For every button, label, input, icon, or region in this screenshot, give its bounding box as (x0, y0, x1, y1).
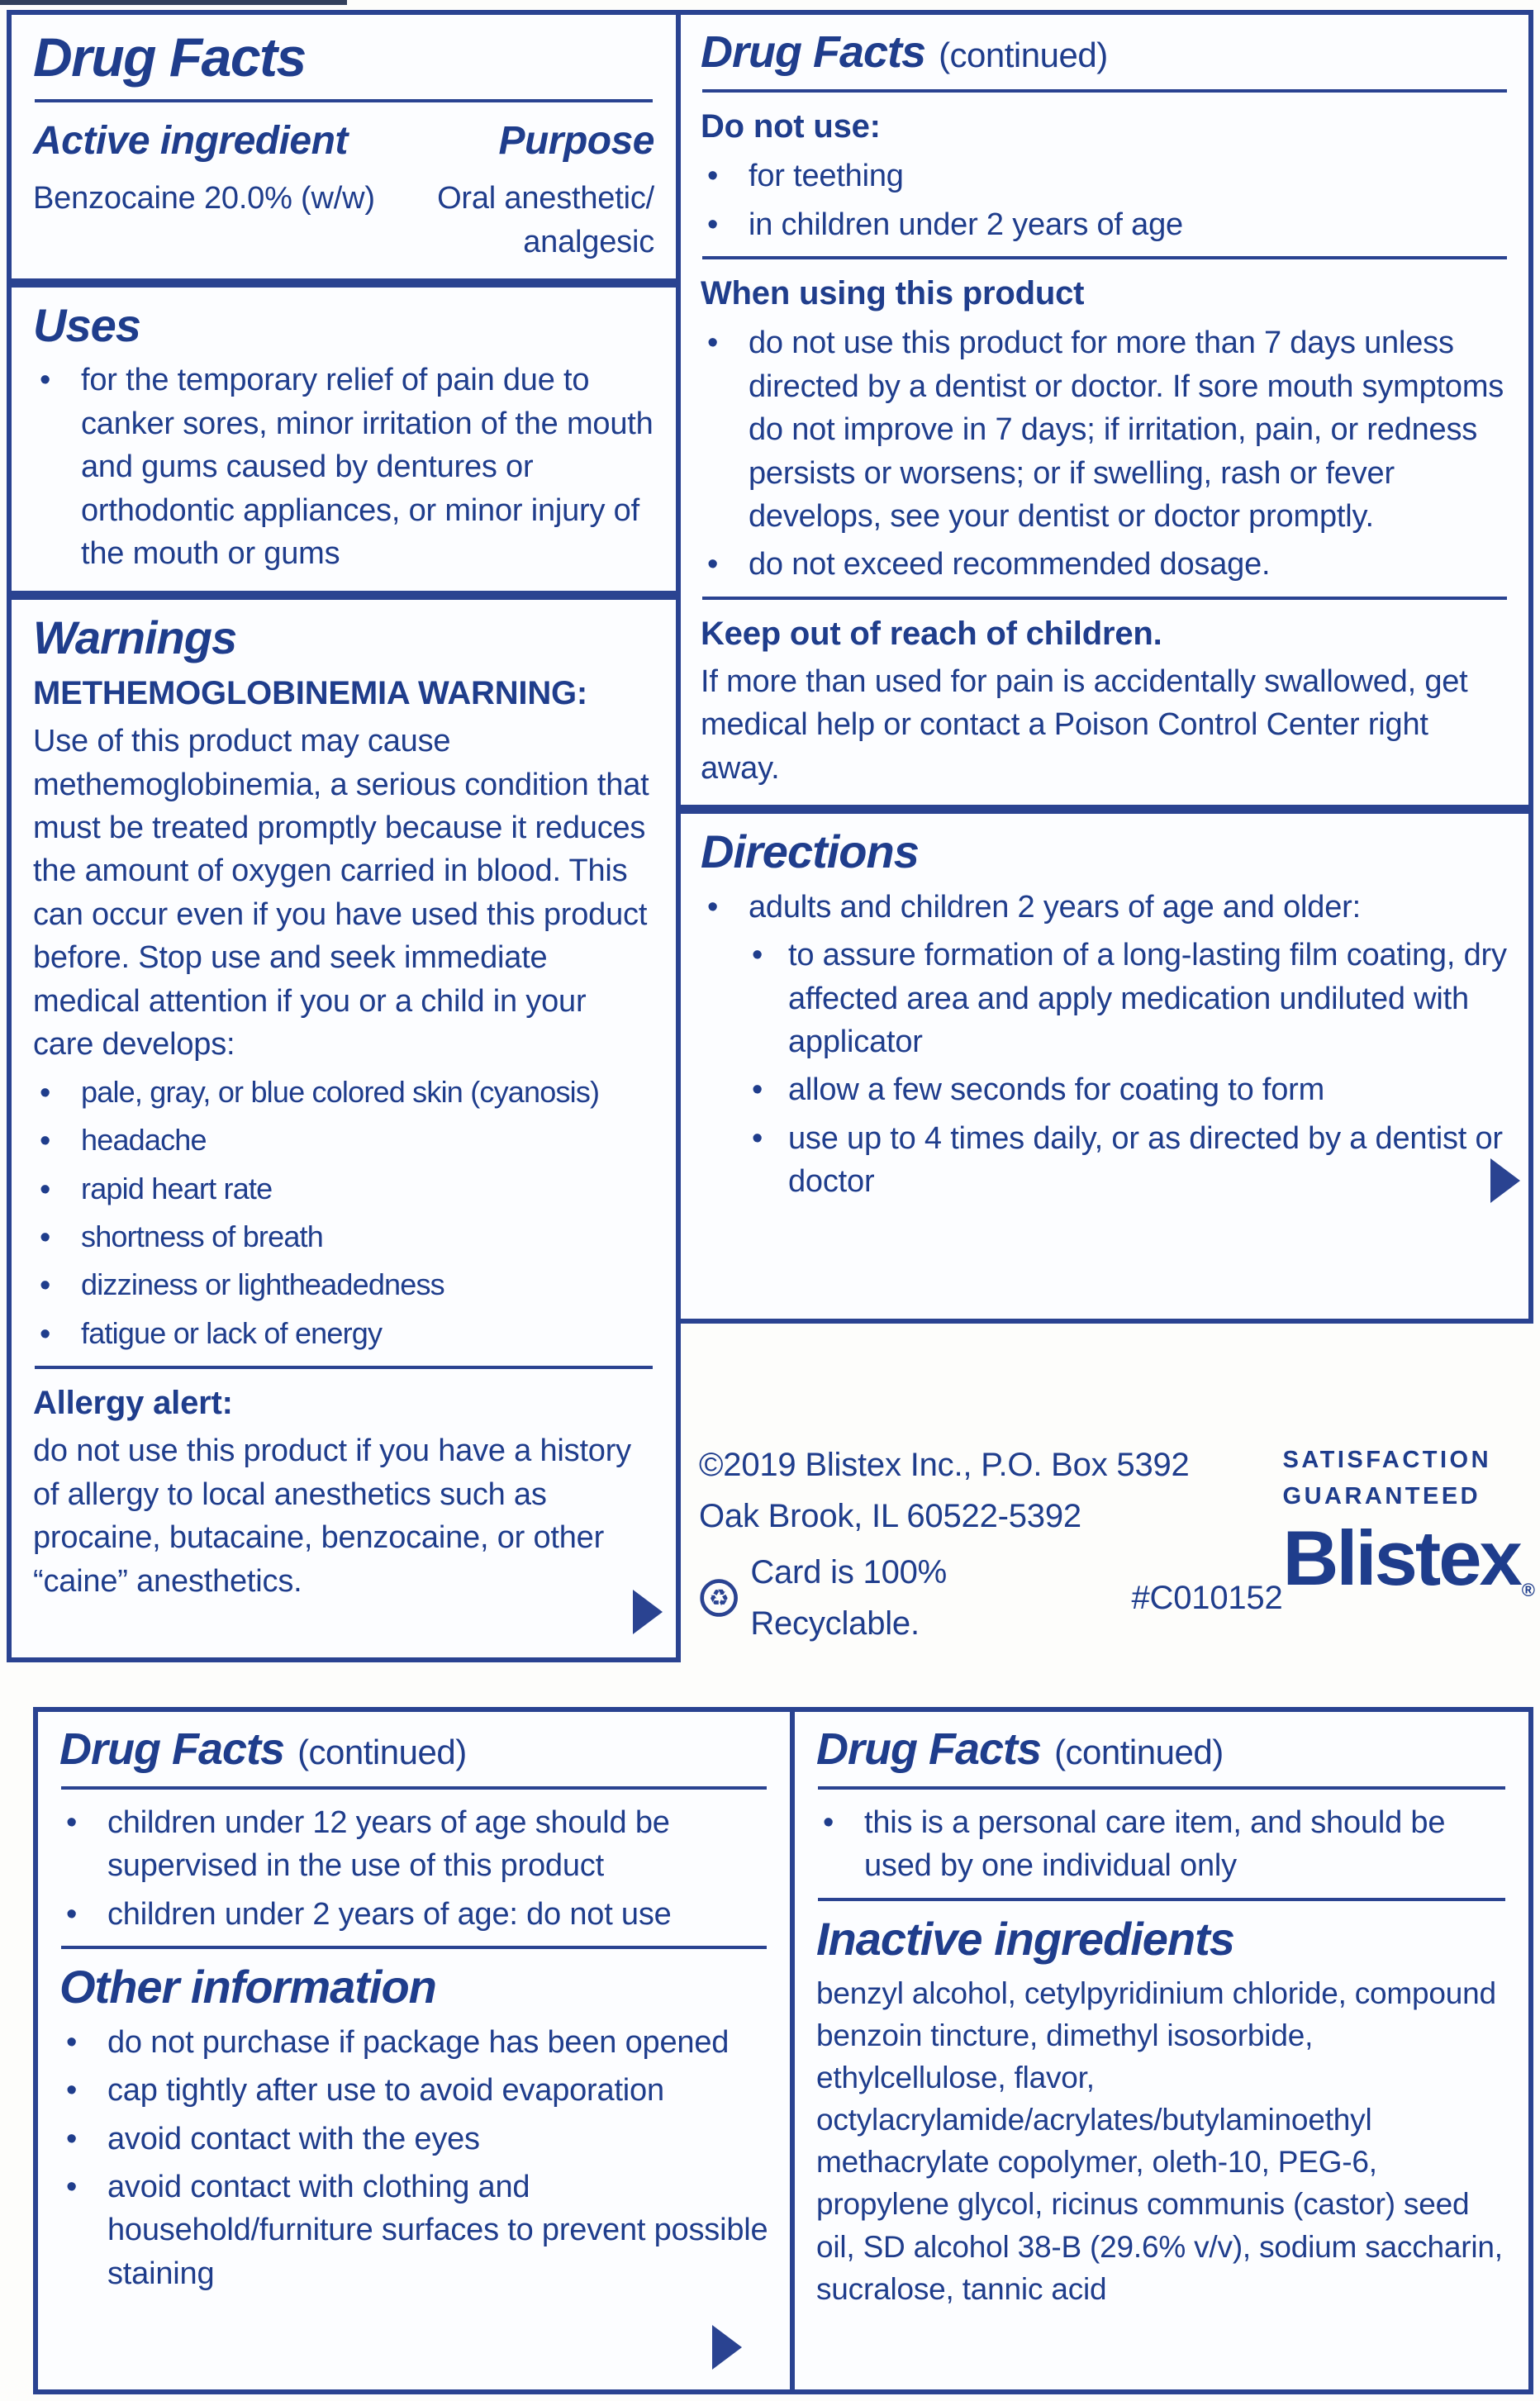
list-item: • avoid contact with the eyes (59, 2118, 768, 2161)
section-divider (61, 1946, 767, 1949)
bullet-icon: • (752, 1120, 763, 1156)
title-divider (61, 1786, 767, 1790)
copyright-line1: ©2019 Blistex Inc., P.O. Box 5392 (699, 1447, 1190, 1483)
drug-facts-title: Drug Facts (816, 1724, 1042, 1774)
list-item: • this is a personal care item, and should be used by one individual only (816, 1801, 1507, 1888)
bullet-icon: • (707, 889, 719, 925)
section-divider-bar (12, 591, 676, 600)
bullet-icon: • (66, 1896, 78, 1932)
list-item: • avoid contact with clothing and household/furniture surfaces to prevent possible staining (59, 2166, 768, 2295)
warnings-title: Warnings (33, 611, 237, 663)
active-ingredient-value: Benzocaine 20.0% (w/w) (33, 181, 375, 216)
bullet-icon: • (66, 2169, 78, 2204)
inactive-ingredients-text: benzyl alcohol, cetylpyridinium chloride, compound benzoin tincture, dimethyl isosorbide, ethylcellulose, flavor, octylacrylamide/acrylates/butylaminoethyl methacrylate copolymer, oleth-10, PEG-6, propylene glycol, ricinus communis (castor) seed oil, SD alcohol 38-B (29.6% v/v), sodium saccharin, sucralose, tannic acid (816, 1976, 1503, 2306)
brand-block (1283, 1439, 1533, 1649)
list-item: • pale, gray, or blue colored skin (cyanosis) (33, 1072, 654, 1115)
purpose-value-line1: Oral anesthetic/ (437, 181, 654, 216)
drug-facts-panel-continued-2 (33, 1707, 795, 2394)
bullet-icon: • (40, 1172, 51, 1207)
title-divider (702, 89, 1507, 93)
section-divider (818, 1898, 1505, 1901)
list-item: • rapid heart rate (33, 1168, 654, 1211)
list-item: • do not purchase if package has been opened (59, 2021, 768, 2064)
list-item: • do not exceed recommended dosage. (701, 543, 1509, 586)
directions-sub-item: • use up to 4 times daily, or as directed by a dentist or doctor (745, 1117, 1509, 1204)
drug-facts-panel-main (7, 10, 681, 1662)
when-using-heading: When using this product (701, 275, 1085, 312)
list-item: • children under 12 years of age should be supervised in the use of this product (59, 1801, 768, 1888)
satisfaction-line2: GUARANTEED (1282, 1482, 1481, 1510)
list-item: • headache (33, 1120, 654, 1162)
manufacturer-info (699, 1439, 1283, 1649)
bullet-icon: • (66, 2121, 78, 2156)
title-divider (818, 1786, 1505, 1790)
title-divider (35, 99, 653, 102)
do-not-use-heading: Do not use: (701, 107, 881, 145)
allergy-alert-heading: Allergy alert: (33, 1385, 233, 1422)
list-item: • children under 2 years of age: do not use (59, 1893, 768, 1936)
drug-facts-panel-continued-1 (676, 10, 1533, 1324)
continued-label: (continued) (297, 1733, 467, 1771)
item-code: #C010152 (1131, 1580, 1283, 1616)
recycle-icon (699, 1576, 739, 1619)
bullet-icon: • (66, 2024, 78, 2060)
inactive-ingredients-title: Inactive ingredients (816, 1912, 1234, 1965)
keep-out-of-reach-heading: Keep out of reach of children. (701, 615, 1162, 652)
section-divider (702, 256, 1507, 259)
purpose-header: Purpose (498, 118, 654, 163)
bullet-icon: • (752, 1072, 763, 1108)
svg-text:♻: ♻ (708, 1585, 730, 1611)
bullet-icon: • (40, 1124, 51, 1159)
bullet-icon: • (707, 207, 719, 242)
keep-out-of-reach-text: If more than used for pain is accidentally swallowed, get medical help or contact a Poison Control Center right away. (701, 664, 1468, 786)
drug-facts-title: Drug Facts (33, 26, 306, 88)
methemoglobinemia-text: Use of this product may cause methemoglobinemia, a serious condition that must be treated promptly because it reduces the amount of oxygen carried in blood. This can occur even if you have used this product before. Stop use and seek immediate medical attention if you or a child in your care develops: (33, 724, 649, 1063)
list-item: • in children under 2 years of age (701, 203, 1509, 246)
bullet-icon: • (66, 1804, 78, 1840)
drug-facts-title: Drug Facts (701, 27, 926, 77)
panel-title-row (33, 26, 654, 89)
card-edge-artifact (0, 0, 347, 5)
panel-title-row (816, 1723, 1507, 1776)
other-information-title: Other information (59, 1961, 436, 2014)
directions-bullet: • adults and children 2 years of age and older: (701, 886, 1509, 929)
bullet-icon: • (40, 1220, 51, 1255)
blistex-logo-text: Blistex (1282, 1514, 1520, 1601)
bullet-icon: • (40, 1316, 51, 1352)
bullet-icon: • (40, 1268, 51, 1304)
list-item: • shortness of breath (33, 1216, 654, 1259)
section-divider-bar (681, 805, 1528, 814)
bullet-icon: • (823, 1804, 834, 1840)
bullet-icon: • (40, 1075, 51, 1110)
bullet-icon: • (707, 159, 719, 194)
blistex-logo (1282, 1514, 1535, 1601)
bullet-icon: • (752, 938, 763, 973)
active-ingredient-header-row (33, 114, 654, 169)
uses-title: Uses (33, 299, 140, 351)
directions-sub-item: • to assure formation of a long-lasting film coating, dry affected area and apply medication undiluted with applicator (745, 934, 1509, 1063)
continued-label: (continued) (1054, 1733, 1224, 1771)
directions-title: Directions (701, 825, 919, 878)
list-item: • fatigue or lack of energy (33, 1313, 654, 1356)
recyclable-row (699, 1547, 1283, 1649)
satisfaction-line1: SATISFACTION (1282, 1447, 1492, 1473)
panel-title-row (59, 1723, 768, 1776)
list-item: • for teething (701, 155, 1509, 197)
drug-facts-panel-continued-3 (790, 1707, 1533, 2394)
symptom-list (33, 1072, 654, 1357)
manufacturer-footer (699, 1439, 1533, 1649)
section-divider-bar (12, 278, 676, 288)
continue-arrow-icon (633, 1590, 663, 1634)
list-item: • dizziness or lightheadedness (33, 1264, 654, 1307)
purpose-value (437, 177, 654, 264)
continued-label: (continued) (939, 36, 1108, 74)
list-item: • do not use this product for more than 7 days unless directed by a dentist or doctor. If sore mouth symptoms do not improve in 7 days; if irritation, pain, or redness persists or worsens; or if swelling, rash or fever develops, see your dentist or doctor promptly. (701, 321, 1509, 538)
bullet-icon: • (66, 2073, 78, 2109)
bullet-icon: • (40, 363, 51, 398)
purpose-value-line2: analgesic (523, 224, 654, 259)
methemoglobinemia-heading: METHEMOGLOBINEMIA WARNING: (33, 674, 588, 711)
active-ingredient-header: Active ingredient (33, 118, 348, 163)
uses-bullet (33, 359, 654, 575)
section-divider (702, 597, 1507, 600)
continue-arrow-icon (1490, 1158, 1520, 1203)
uses-bullet-text: for the temporary relief of pain due to canker sores, minor irritation of the mouth and gums caused by dentures or orthodontic appliances, or minor injury of the mouth or gums (81, 363, 654, 572)
continue-arrow-icon (712, 2325, 742, 2370)
copyright-line2: Oak Brook, IL 60522-5392 (699, 1498, 1081, 1534)
bullet-icon: • (707, 547, 719, 582)
active-ingredient-value-row (33, 177, 654, 264)
directions-sub-item: • allow a few seconds for coating to form (745, 1068, 1509, 1111)
list-item: • cap tightly after use to avoid evaporation (59, 2069, 768, 2112)
allergy-alert-text: do not use this product if you have a history of allergy to local anesthetics such as procaine, butacaine, benzocaine, or other “caine” anesthetics. (33, 1433, 631, 1599)
registered-trademark-mark: ® (1521, 1580, 1535, 1600)
recyclable-text: Card is 100% Recyclable. (750, 1554, 948, 1642)
drug-facts-title: Drug Facts (59, 1724, 285, 1774)
allergy-divider (35, 1366, 653, 1369)
bullet-icon: • (707, 326, 719, 361)
panel-title-row (701, 26, 1509, 79)
